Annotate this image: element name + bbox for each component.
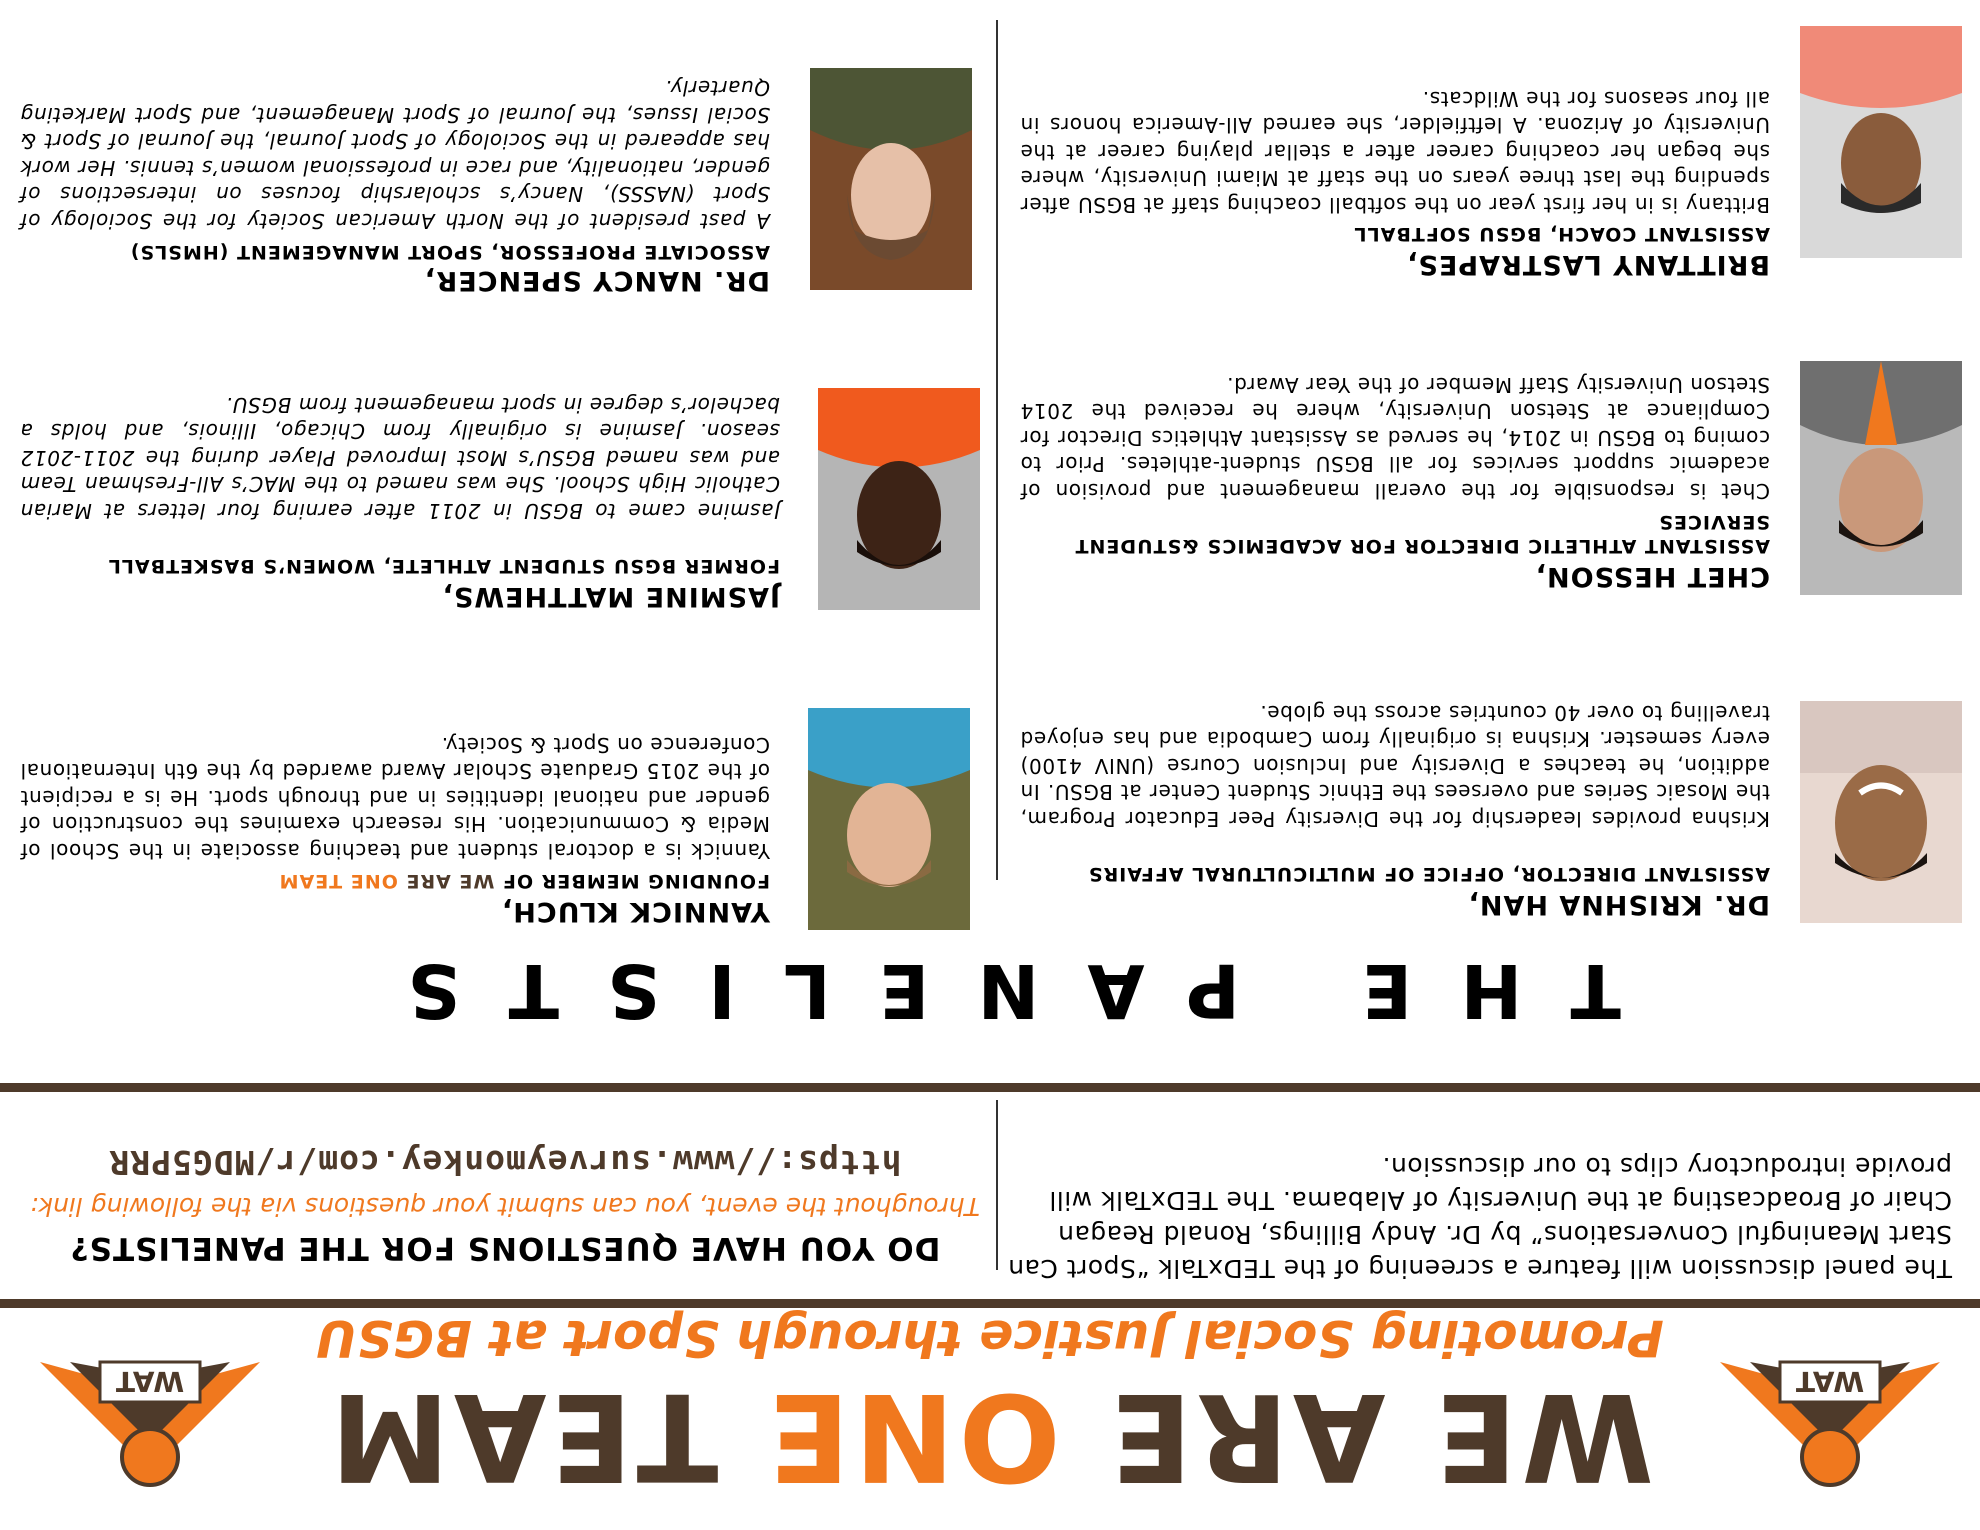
column-divider <box>996 20 998 880</box>
panelist-role: ASSISTANT COACH, BGSU SOFTBALL <box>1353 223 1770 245</box>
panelists-heading: THE PANELISTS <box>359 947 1621 1033</box>
survey-link[interactable]: https://www.surveymonkey.com/r/MDG5PRR <box>108 1143 902 1182</box>
panelist-bio: Jasmine came to BGSU in 2011 after earning four letters at Marian Catholic High School. She was named to the MAC’s All-Freshman Team and was named BGSU’s Most Improved Player during the 2011-2012 season. Jasmine is originally from Chicago, Illinois, and holds a bachelor’s degree in sport management from BGSU. <box>20 393 780 523</box>
panelist-name: YANNICK KLUCH, <box>501 896 770 927</box>
logo-crest-icon <box>1802 1429 1858 1485</box>
panelist-photo <box>810 68 972 290</box>
role-prefix: FOUNDING MEMBER OF <box>494 870 770 892</box>
panelist-name: DR. NANCY SPENCER, <box>423 265 770 296</box>
panelist-name: CHET HESSON, <box>1534 561 1770 592</box>
panelist-photo <box>808 708 970 930</box>
panelist-role: ASSOCIATE PROFESSOR, SPORT MANAGEMENT (HMSLS) <box>129 241 770 263</box>
panelist-photo <box>1800 361 1962 595</box>
questions-heading: DO YOU HAVE QUESTIONS FOR THE PANELISTS? <box>69 1230 941 1266</box>
banner-title-one: ONE <box>764 1366 1061 1505</box>
panelist-bio: Chet is responsible for the overall management and provision of academic support services for all BGSU student-athletes. Prior to coming to BGSU in 2014, he served as Assistant Athletics Director for Compliance at Stetson University, where he received the 2014 Stetson University Staff Member of the Year Award. <box>1020 373 1770 503</box>
questions-section <box>30 1140 980 1268</box>
panelist-bio: Yannick is a doctoral student and teaching associate in the School of Media & Communication. His research examines the construction of gender and national identities in and through sport. He is a recipient of the 2015 Graduate Scholar Award awarded by the 6th International Conference on Sport & Society. <box>20 733 770 863</box>
divider-rule-bottom <box>0 1083 1980 1092</box>
logo-text: WAT <box>115 1365 185 1398</box>
panelist-name: JASMINE MATTHEWS, <box>441 581 780 612</box>
panelist-name: BRITTANY LASTRAPES, <box>1406 249 1770 280</box>
info-divider <box>996 1100 998 1270</box>
panelist-bio: Brittany is in her first year on the softball coaching staff at BGSU after spending the last three years on the staff at Miami University, where she began her coaching career after a stellar playing career at the University of Arizona. A leftfielder, she earned All-America honors in all four seasons for the Wildcats. <box>1020 87 1770 217</box>
panelist-bio: A past president of the North American Society for the Sociology of Sport (NASSS), Nancy’s scholarship focuses on intersections of gender, nationality, and race in professional women’s tennis. Her work has appeared in the Sociology of Sport Journal, the Journal of Sport & Social Issues, the Journal of Sport Management, and Sport Marketing Quarterly. <box>20 76 770 233</box>
banner-title-we-are: WE ARE <box>1060 1366 1654 1505</box>
panelist-role: ASSISTANT DIRECTOR, OFFICE OF MULTICULTURAL AFFAIRS <box>1087 863 1770 885</box>
wat-logo-left <box>1710 1322 1950 1512</box>
divider-rule-top <box>0 1299 1980 1308</box>
wat-logo-right <box>30 1322 270 1512</box>
logo-crest-icon <box>122 1429 178 1485</box>
panelist-bio: Krishna provides leadership for the Diversity Peer Educator Program, the Mosaic Series and oversees the Ethnic Student Center at BGSU. In addition, he teaches a Diversity and Inclusion Course (UNIV 4100) every semester. Krishna is originally from Cambodia and has enjoyed travelling to over 40 countries across the globe. <box>1020 701 1770 831</box>
panelist-photo <box>1800 26 1962 258</box>
questions-text: Throughout the event, you can submit your questions via the following link: <box>30 1192 980 1221</box>
banner-title-team: TEAM <box>326 1366 765 1505</box>
panelist-photo <box>1800 701 1962 923</box>
logo-text: WAT <box>1795 1365 1865 1398</box>
panelist-role <box>20 869 770 893</box>
panelist-name: DR. KRISHNA HAN, <box>1467 889 1770 920</box>
panelist-role: ASSISTANT ATHLETIC DIRECTOR FOR ACADEMICS &STUDENT SERVICES <box>1074 511 1770 557</box>
role-one: ONE <box>349 870 398 892</box>
banner-subtitle: Promoting Social Justice through Sport at BGSU <box>316 1309 1664 1367</box>
banner <box>0 1310 1980 1530</box>
panelist-role: FORMER BGSU STUDENT ATHLETE, WOMEN’S BASKETBALL <box>107 555 780 577</box>
banner-title <box>290 1366 1690 1505</box>
role-we-are: WE ARE <box>397 870 495 892</box>
role-team: TEAM <box>278 870 350 892</box>
event-description: The panel discussion will feature a screening of the TEDxTalk “Sport Can Start Meaningful Conversations” by Dr. Andy Billings, Ronald Reagan Chair of Broadcasting at the University of Alabama. The TEDxTalk will provide introductory clips to our discussion. <box>1007 1152 1952 1283</box>
panelist-photo <box>818 388 980 610</box>
